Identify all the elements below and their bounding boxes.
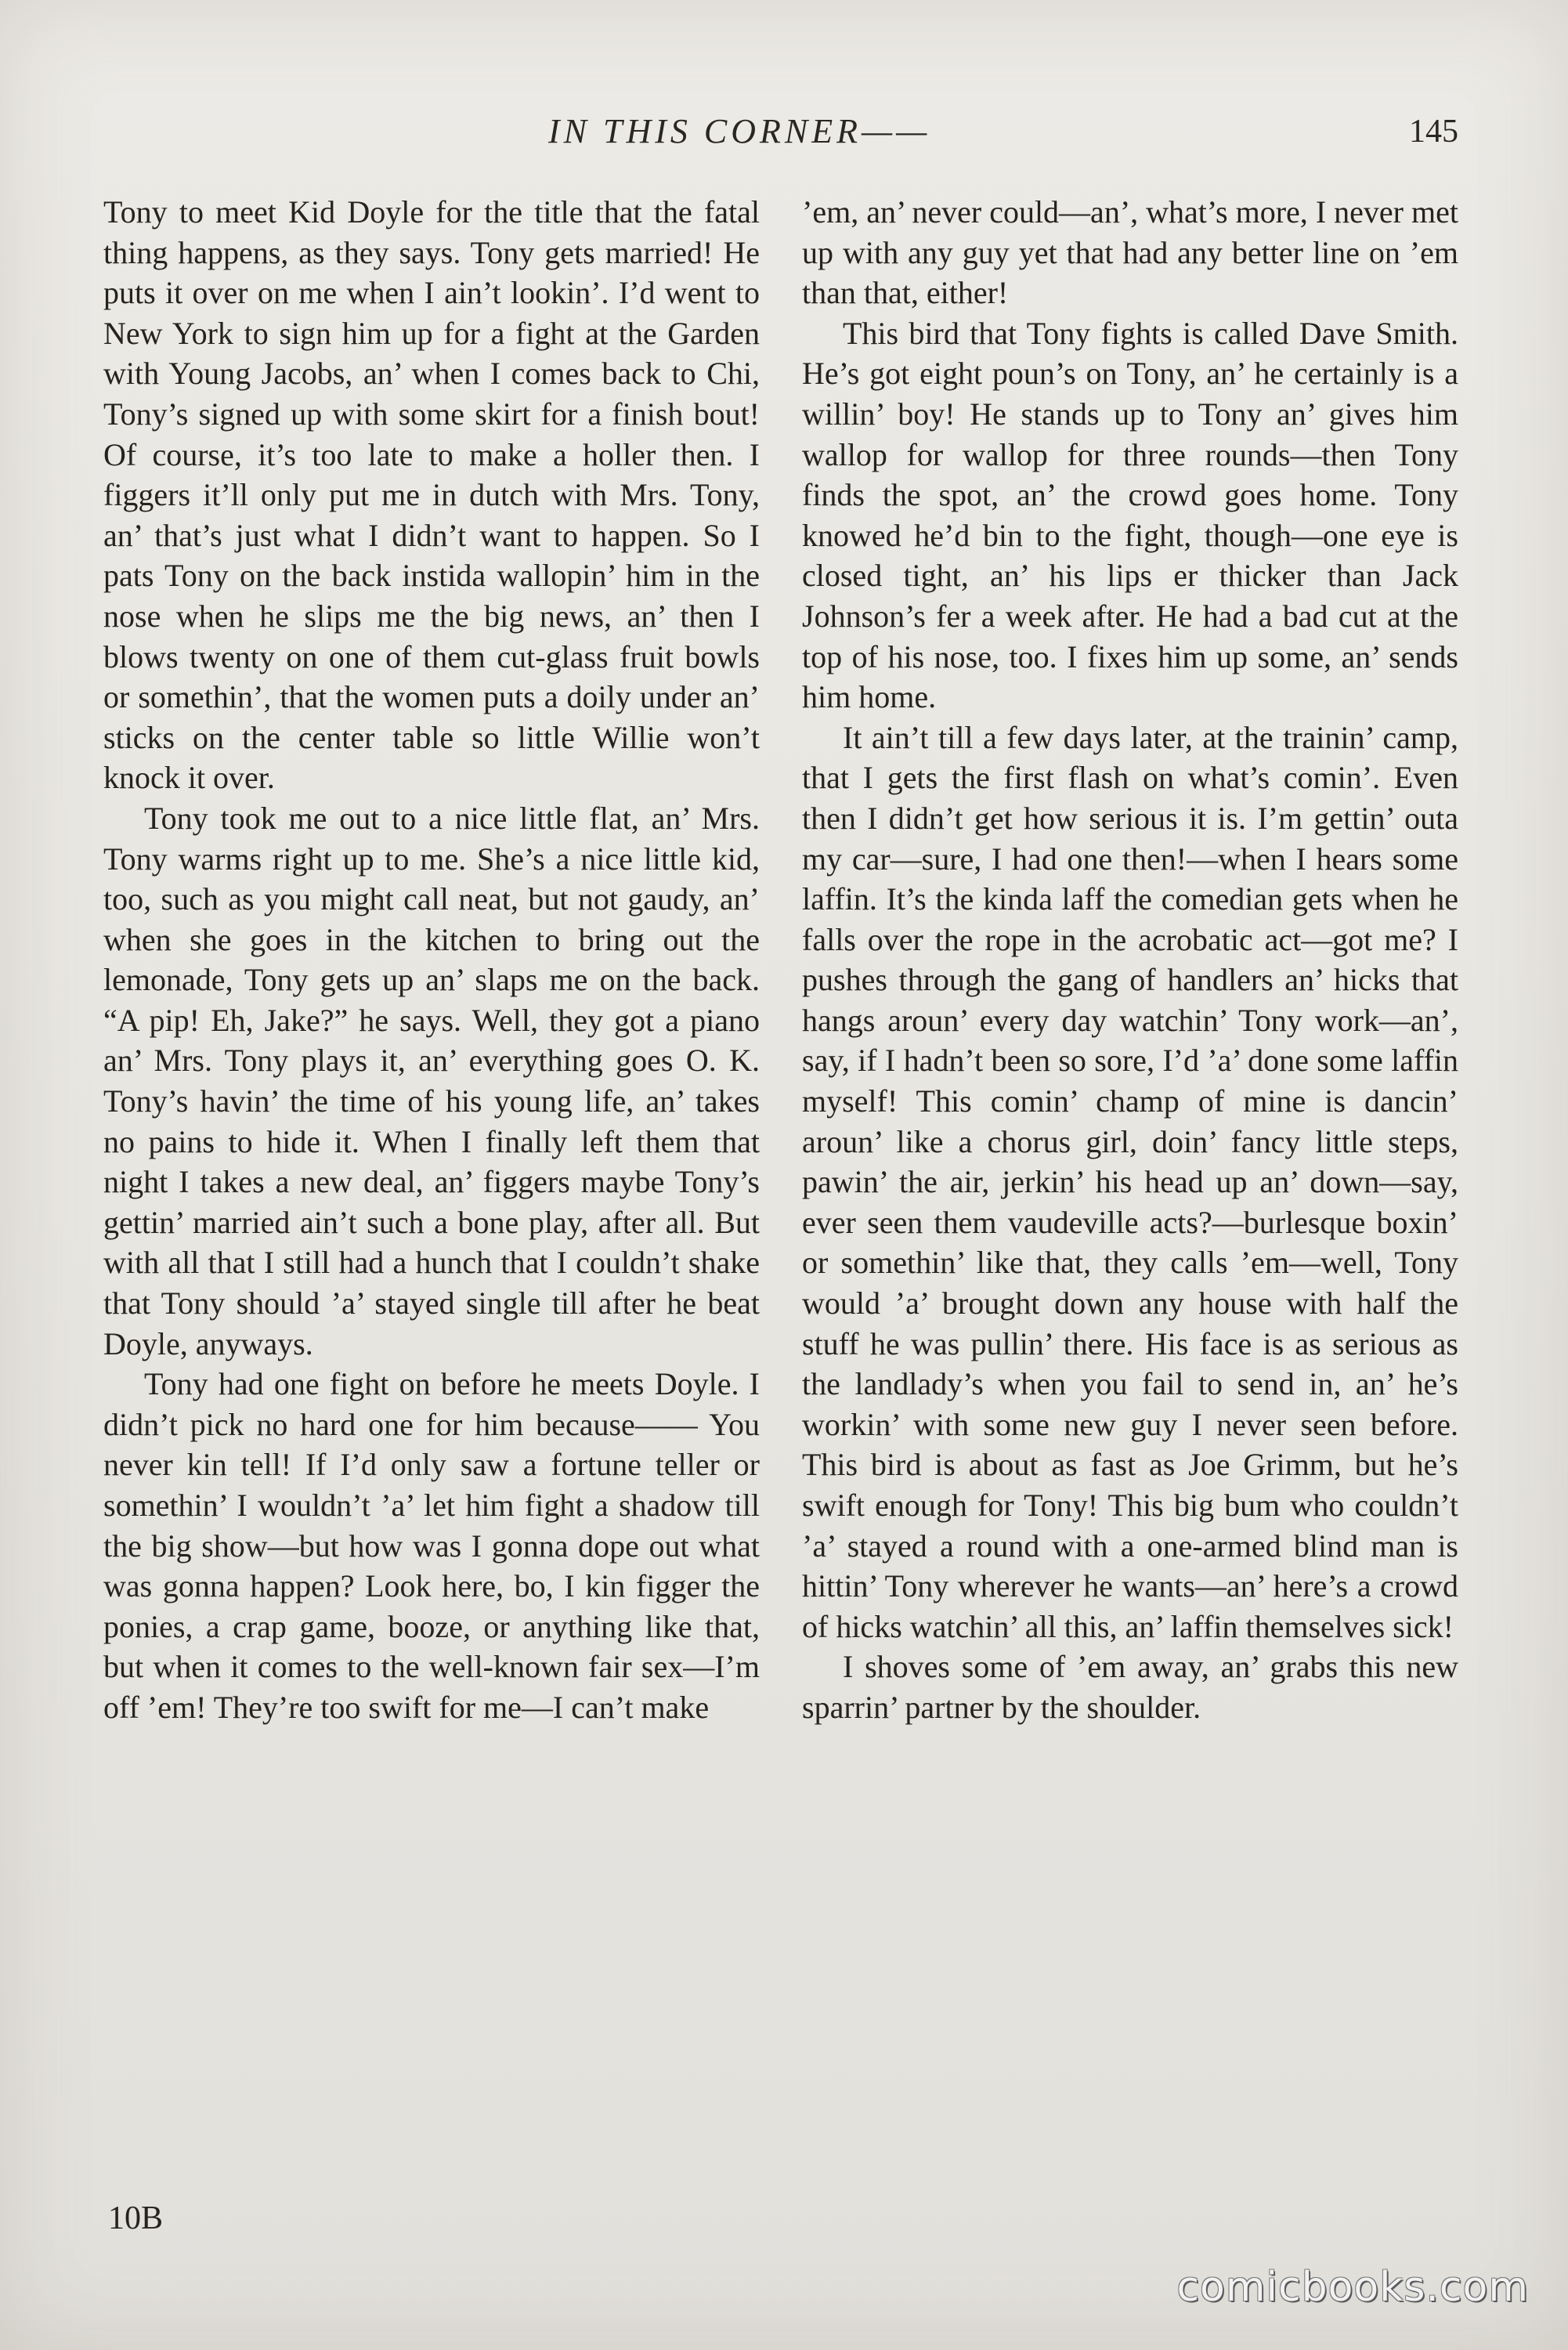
running-head xyxy=(0,111,1568,158)
page-number: 145 xyxy=(1409,114,1458,150)
paragraph: It ain’t till a few days later, at the trainin’ camp, that I gets the first flash on what’s comin’. Even then I didn’t get how serious it is. I’m gettin’ outa my car—sure, I had one then!—when I hears some laffin. It’s the kinda laff the comedian gets when he falls over the rope in the acrobatic act—got me? I pushes through the gang of handlers an’ hicks that hangs aroun’ every day watchin’ Tony work—an’, say, if I hadn’t been so sore, I’d ’a’ done some laffin myself! This comin’ champ of mine is dancin’ aroun’ like a chorus girl, doin’ fancy little steps, pawin’ the air, jerkin’ his head up an’ down—say, ever seen them vaudeville acts?—burlesque boxin’ or somethin’ like that, they calls ’em—well, Tony would ’a’ brought down any house with half the stuff he was pullin’ there. His face is as serious as the landlady’s when you fail to send in, an’ he’s workin’ with some new guy I never seen before. This bird is about as fast as Joe Grimm, but he’s swift enough for Tony! This big bum who couldn’t ’a’ stayed a round with a one-armed blind man is hittin’ Tony wherever he wants—an’ here’s a crowd of hicks watchin’ all this, an’ laffin themselves sick! xyxy=(802,719,1458,1644)
paragraph: Tony to meet Kid Doyle for the title that the fatal thing happens, as they says. Tony gets married! He puts it over on me when I ain’t lookin’. I’d went to New York to sign him up for a fight at the Garden with Young Jacobs, an’ when I comes back to Chi, Tony’s signed up with some skirt for a finish bout! Of course, it’s too late to make a holler then. I figgers it’ll only put me in dutch with Mrs. Tony, an’ that’s just what I didn’t want to happen. So I pats Tony on the back instida wallopin’ him in the nose when he slips me the big news, an’ then I blows twenty on one of them cut-glass fruit bowls or somethin’, that the women puts a doily under an’ sticks on the center table so little Willie won’t knock it over. xyxy=(103,194,760,796)
watermark: comicbooks.com xyxy=(1176,2264,1529,2311)
signature-mark: 10B xyxy=(108,2200,164,2236)
left-column xyxy=(103,192,760,1728)
right-column xyxy=(802,192,1458,1728)
paragraph: I shoves some of ’em away, an’ grabs this new sparrin’ partner by the shoulder. xyxy=(802,1649,1458,1725)
paragraph: Tony took me out to a nice little flat, an’ Mrs. Tony warms right up to me. She’s a nice little kid, too, such as you might call neat, but not gaudy, an’ when she goes in the kitchen to bring out the lemonade, Tony gets up an’ slaps me on the back. “A pip! Eh, Jake?” he says. Well, they got a piano an’ Mrs. Tony plays it, an’ everything goes O. K. Tony’s havin’ the time of his young life, an’ takes no pains to hide it. When I finally left them that night I takes a new deal, an’ figgers maybe Tony’s gettin’ married ain’t such a bone play, after all. But with all that I still had a hunch that I couldn’t shake that Tony should ’a’ stayed single till after he beat Doyle, anyways. xyxy=(103,800,760,1361)
paragraph: Tony had one fight on before he meets Doyle. I didn’t pick no hard one for him because—— You never kin tell! If I’d only saw a fortune teller or somethin’ I wouldn’t ’a’ let him fight a shadow till the big show—but how was I gonna dope out what was gonna happen? Look here, bo, I kin figger the ponies, a crap game, booze, or anything like that, but when it comes to the well-known fair sex—I’m off ’em! They’re too swift for me—I can’t make xyxy=(103,1366,760,1725)
running-title: IN THIS CORNER—— xyxy=(548,112,931,150)
paragraph: ’em, an’ never could—an’, what’s more, I never met up with any guy yet that had any better line on ’em than that, either! xyxy=(802,194,1458,311)
paragraph: This bird that Tony fights is called Dave Smith. He’s got eight poun’s on Tony, an’ he certainly is a willin’ boy! He stands up to Tony an’ gives him wallop for wallop for three rounds—then Tony finds the spot, an’ the crowd goes home. Tony knowed he’d bin to the fight, though—one eye is closed tight, an’ his lips er thicker than Jack Johnson’s fer a week after. He had a bad cut at the top of his nose, too. I fixes him up some, an’ sends him home. xyxy=(802,315,1458,715)
